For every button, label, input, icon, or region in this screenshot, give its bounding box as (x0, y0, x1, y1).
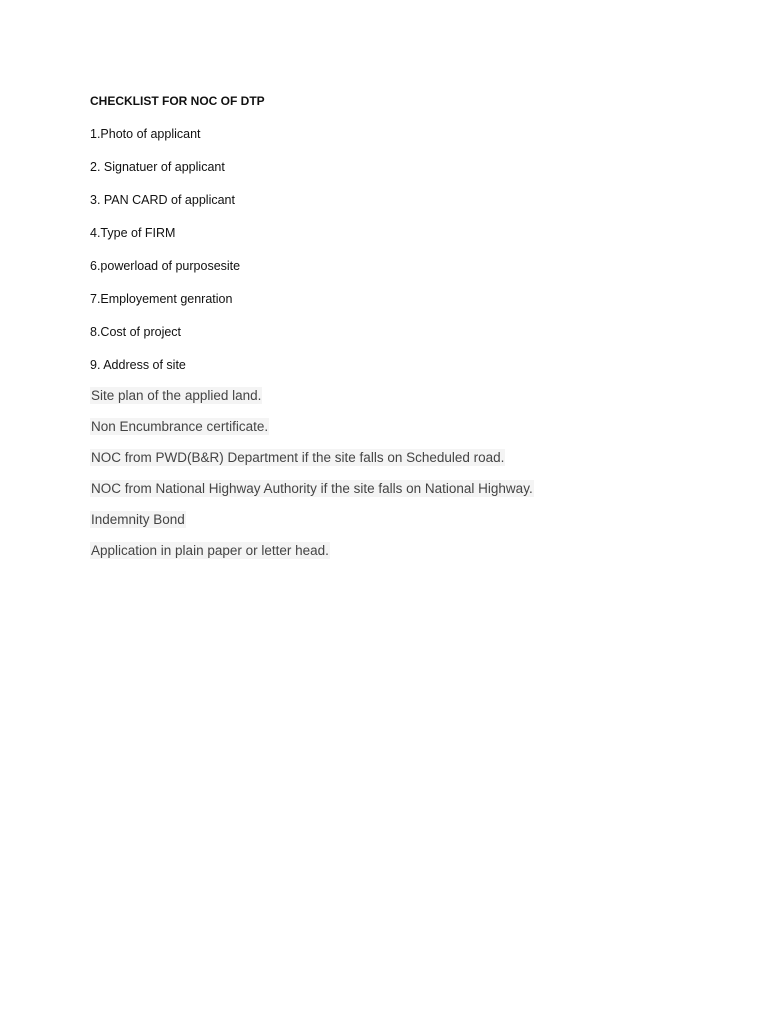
checklist-item: 1.Photo of applicant (90, 127, 201, 141)
additional-item-text: Indemnity Bond (91, 512, 185, 527)
checklist-item: 4.Type of FIRM (90, 226, 176, 240)
additional-item (90, 449, 710, 480)
checklist-item: 6.powerload of purposesite (90, 259, 241, 273)
additional-item-text: Application in plain paper or letter head. (91, 543, 329, 558)
additional-item (90, 418, 710, 449)
additional-checklist (90, 387, 710, 573)
additional-item-text: Site plan of the applied land. (91, 388, 262, 403)
additional-item (90, 480, 710, 511)
checklist-item: 8.Cost of project (90, 325, 182, 339)
additional-item-text: Non Encumbrance certificate. (91, 419, 269, 434)
document-title: CHECKLIST FOR NOC OF DTP (90, 94, 265, 108)
additional-item (90, 511, 710, 542)
checklist-item: 9. Address of site (90, 358, 186, 372)
checklist-item: 7.Employement genration (90, 292, 233, 306)
numbered-checklist (90, 126, 710, 390)
additional-item-text: NOC from PWD(B&R) Department if the site falls on Scheduled road. (91, 450, 505, 465)
document-content (90, 93, 710, 573)
checklist-item: 3. PAN CARD of applicant (90, 193, 235, 207)
additional-item (90, 387, 710, 418)
additional-item-text: NOC from National Highway Authority if the site falls on National Highway. (91, 481, 533, 496)
checklist-item: 2. Signatuer of applicant (90, 160, 225, 174)
additional-item (90, 542, 710, 573)
